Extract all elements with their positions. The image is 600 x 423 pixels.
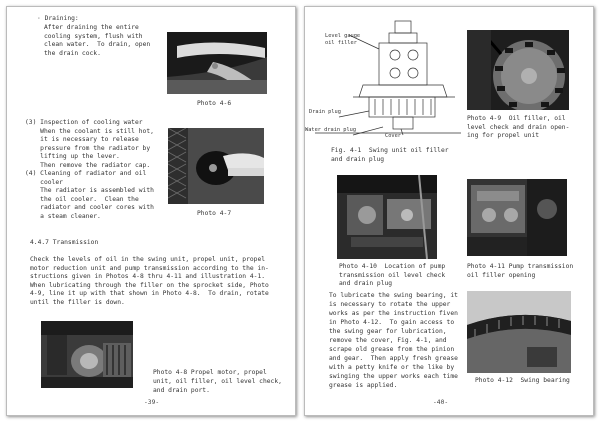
inspection-line: the oil cooler. Clean the bbox=[25, 195, 139, 203]
swing-line: To lubricate the swing bearing, it bbox=[329, 292, 458, 299]
transmission-line: until the filler is down. bbox=[30, 298, 125, 306]
inspection-line: lifting up the lever. bbox=[25, 153, 120, 160]
photo-4-8-caption: unit, oil filler, oil level check, bbox=[153, 378, 282, 385]
transmission-line: structions given in Photos 4-8 thru 4-11 and illustration 4-1. bbox=[30, 273, 266, 280]
swing-line: grease is applied. bbox=[329, 382, 398, 389]
swing-line: swinging the upper works each time bbox=[329, 373, 458, 380]
page-number: -40- bbox=[433, 399, 449, 406]
inspection-line: cooler bbox=[25, 178, 63, 186]
photo-4-9-caption: ing for propel unit bbox=[467, 132, 540, 139]
draining-line: After draining the entire bbox=[44, 24, 139, 31]
photo-4-11-caption: oil filler opening bbox=[467, 271, 536, 279]
inspection-line: The radiator is assembled with bbox=[25, 187, 154, 194]
right-page bbox=[304, 6, 594, 416]
inspection-line: it is necessary to release bbox=[25, 136, 139, 143]
swing-line: is necessary to rotate the upper bbox=[329, 301, 451, 308]
photo-4-9-oil-filler bbox=[467, 30, 569, 110]
fig-label-oil-filler: oil filler bbox=[325, 40, 357, 46]
section-heading: 4.4.7 Transmission bbox=[30, 239, 99, 246]
draining-line: the drain cock. bbox=[44, 49, 101, 57]
swing-line: and gear. Then apply fresh grease bbox=[329, 355, 458, 362]
draining-line: clean water. To drain, open bbox=[44, 41, 151, 48]
photo-4-11-caption: Photo 4-11 Pump transmission bbox=[467, 263, 574, 270]
inspection-line: (4) Cleaning of radiator and oil bbox=[25, 170, 147, 177]
photo-4-8-propel-motor bbox=[41, 321, 133, 388]
photo-4-9-caption: Photo 4-9 Oil filler, oil bbox=[467, 115, 566, 122]
transmission-line: 4-9, line it up with that shown in Photo 4-8. To drain, rotate bbox=[30, 290, 269, 297]
left-page bbox=[6, 6, 296, 416]
inspection-line: a steam cleaner. bbox=[25, 212, 101, 220]
swing-line: remove the cover, Fig. 4-1, and bbox=[329, 337, 447, 344]
inspection-line: When the coolant is still hot, bbox=[25, 127, 154, 135]
inspection-line: Then remove the radiator cap. bbox=[25, 161, 151, 169]
photo-4-9-caption: level check and drain open- bbox=[467, 123, 570, 131]
transmission-line: Check the levels of oil in the swing unit, propel unit, propel bbox=[30, 256, 266, 263]
fig-4-1-caption: Fig. 4-1 Swing unit oil filler bbox=[331, 147, 449, 154]
swing-line: the swing gear for lubrication, bbox=[329, 328, 447, 335]
photo-4-7-radiator-cap bbox=[168, 128, 264, 204]
photo-4-6-caption: Photo 4-6 bbox=[197, 100, 232, 107]
photo-4-6-drain-cock bbox=[167, 32, 267, 94]
photo-4-12-caption: Photo 4-12 Swing bearing bbox=[475, 377, 570, 384]
fig-label-water-drain-plug: Water drain plug bbox=[305, 127, 357, 133]
transmission-line: When lubricating through the filler on the sprocket side, Photo bbox=[30, 281, 269, 289]
fig-4-1-caption: and drain plug bbox=[331, 156, 385, 163]
inspection-line: radiator and cooler cores with bbox=[25, 204, 154, 211]
inspection-line: (3) Inspection of cooling water bbox=[25, 119, 143, 126]
photo-4-11-pump-oil-filler bbox=[467, 179, 567, 256]
photo-4-8-caption: Photo 4-8 Propel motor, propel bbox=[153, 369, 267, 376]
page-number: -39- bbox=[144, 399, 160, 406]
fig-label-level-gauge: Level gauge bbox=[325, 33, 361, 39]
fig-label-cover: Cover bbox=[385, 133, 401, 139]
swing-line: in Photo 4-12. To gain access to bbox=[329, 319, 455, 326]
photo-4-10-caption: transmission oil level check bbox=[339, 271, 446, 279]
swing-line: works as per the instruction fiven bbox=[329, 310, 458, 317]
photo-4-10-caption: and drain plug bbox=[339, 280, 393, 287]
fig-label-drain-plug: Drain plug bbox=[309, 109, 341, 115]
photo-4-8-caption: and drain port. bbox=[153, 387, 210, 394]
photo-4-12-swing-bearing bbox=[467, 291, 571, 373]
photo-4-10-pump-transmission bbox=[337, 175, 437, 259]
transmission-line: motor reduction unit and pump transmission according to the in- bbox=[30, 264, 269, 272]
draining-line: cooling system, flush with bbox=[44, 32, 143, 40]
draining-heading: · Draining: bbox=[37, 15, 79, 22]
photo-4-10-caption: Photo 4-10 Location of pump bbox=[339, 263, 446, 270]
photo-4-7-caption: Photo 4-7 bbox=[197, 210, 232, 217]
inspection-line: pressure from the radiator by bbox=[25, 144, 151, 152]
swing-line: with a petty knife or the like by bbox=[329, 364, 455, 371]
swing-line: scrape old grease from the pinion bbox=[329, 346, 455, 353]
